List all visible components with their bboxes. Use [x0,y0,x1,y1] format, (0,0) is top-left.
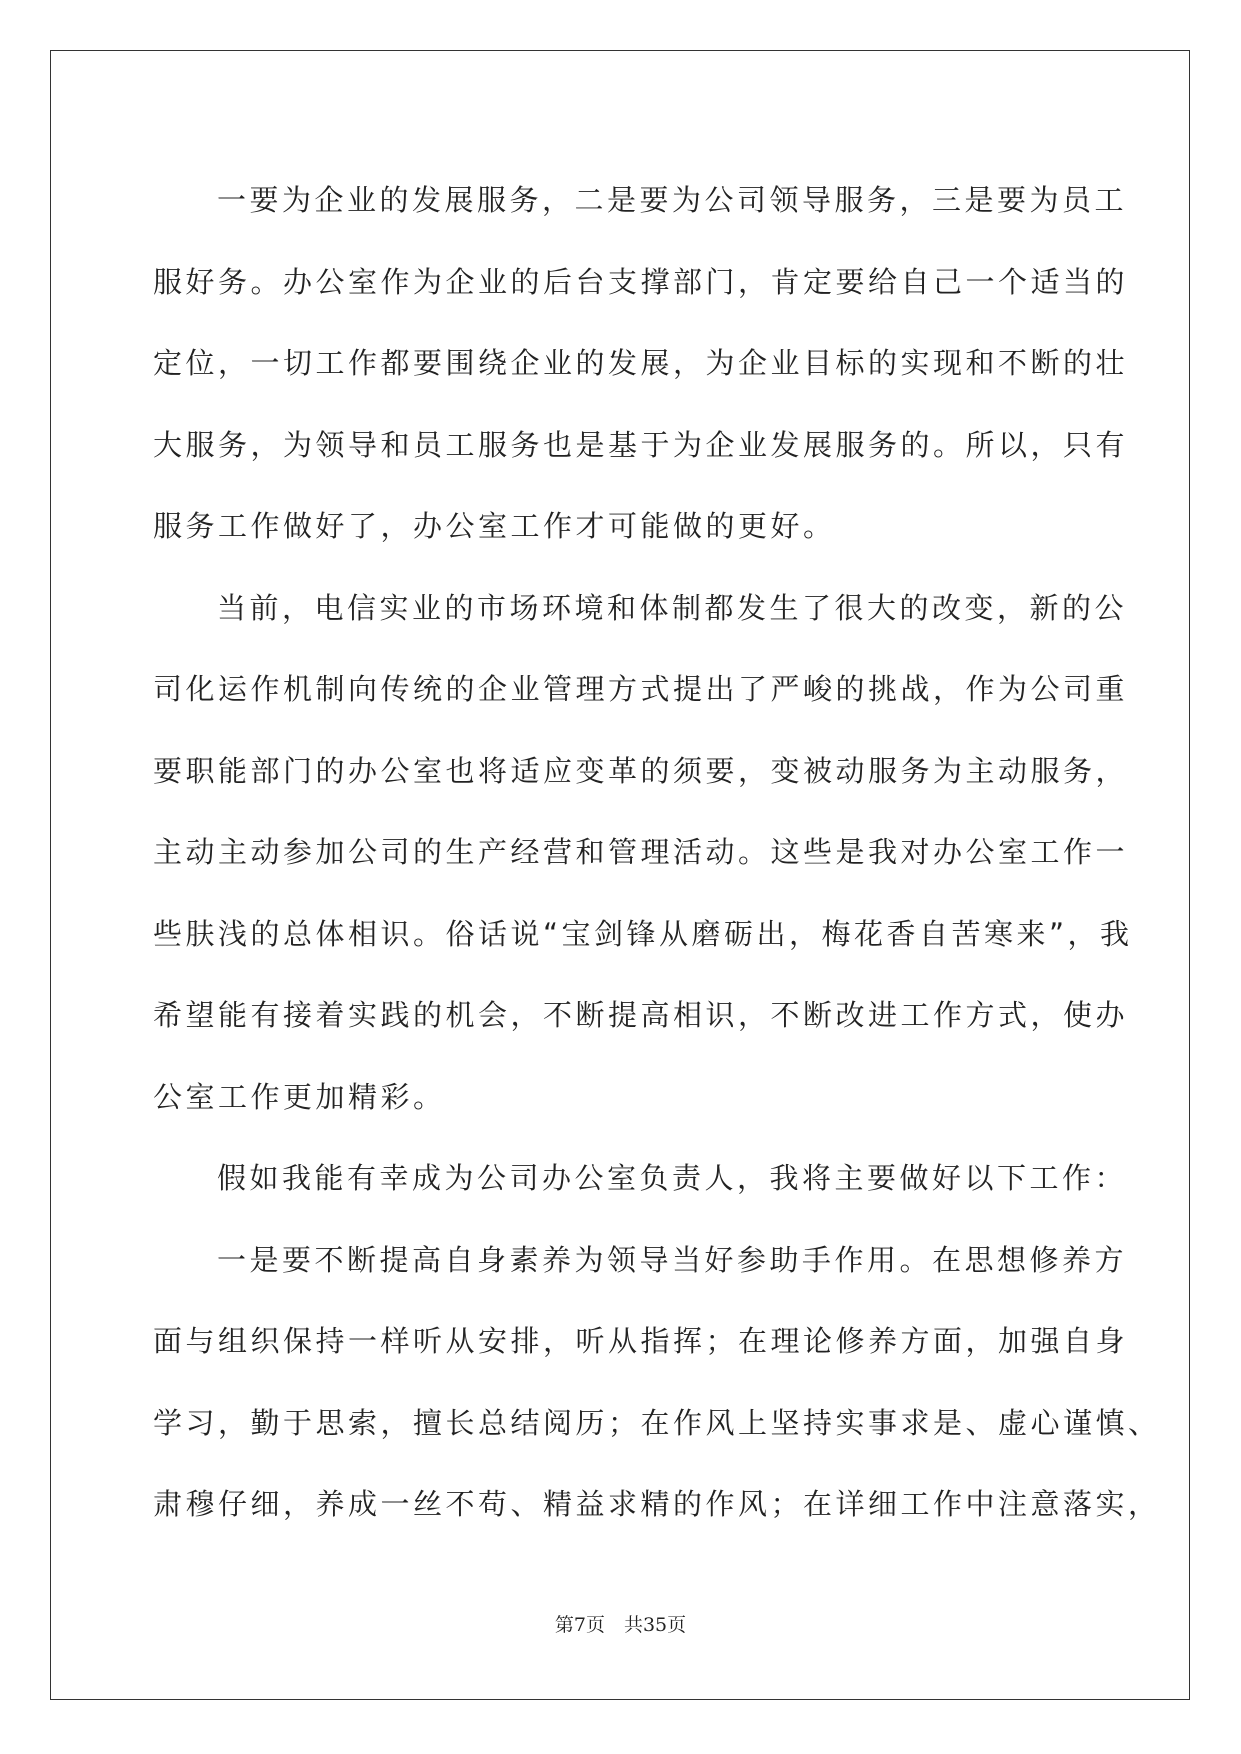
text-line: 服务工作做好了，办公室工作才可能做的更好。 [153,509,836,543]
text-line: 定位，一切工作都要围绕企业的发展，为企业目标的实现和不断的壮 [153,346,1129,380]
text-line: 希望能有接着实践的机会，不断提高相识，不断改进工作方式，使办 [153,998,1129,1032]
text-line: 些肤浅的总体相识。俗话说“宝剑锋从磨砺出，梅花香自苦寒来”，我 [153,916,1133,951]
text-line: 假如我能有幸成为公司办公室负责人，我将主要做好以下工作： [217,1161,1128,1195]
text-line: 大服务，为领导和员工服务也是基于为企业发展服务的。所以，只有 [153,427,1129,462]
text-line: 主动主动参加公司的生产经营和管理活动。这些是我对办公室工作一 [153,835,1129,869]
text-line: 肃穆仔细，养成一丝不苟、精益求精的作风；在详细工作中注意落实， [153,1487,1161,1521]
document-body [153,160,1161,1546]
text-line: 公室工作更加精彩。 [153,1079,446,1114]
text-line: 当前，电信实业的市场环境和体制都发生了很大的改变，新的公 [217,590,1128,625]
text-line: 要职能部门的办公室也将适应变革的须要，变被动服务为主动服务， [153,753,1129,788]
text-line: 一要为企业的发展服务，二是要为公司领导服务，三是要为员工 [217,183,1128,217]
text-line: 服好务。办公室作为企业的后台支撑部门，肯定要给自己一个适当的 [153,264,1129,299]
text-line: 面与组织保持一样听从安排，听从指挥；在理论修养方面，加强自身 [153,1324,1129,1358]
page-number-footer: 第7页 共35页 [554,1614,687,1636]
text-line: 学习，勤于思索，擅长总结阅历；在作风上坚持实事求是、虚心谨慎、 [153,1405,1161,1440]
text-line: 司化运作机制向传统的企业管理方式提出了严峻的挑战，作为公司重 [153,672,1129,706]
text-line: 一是要不断提高自身素养为领导当好参助手作用。在思想修养方 [217,1242,1128,1277]
